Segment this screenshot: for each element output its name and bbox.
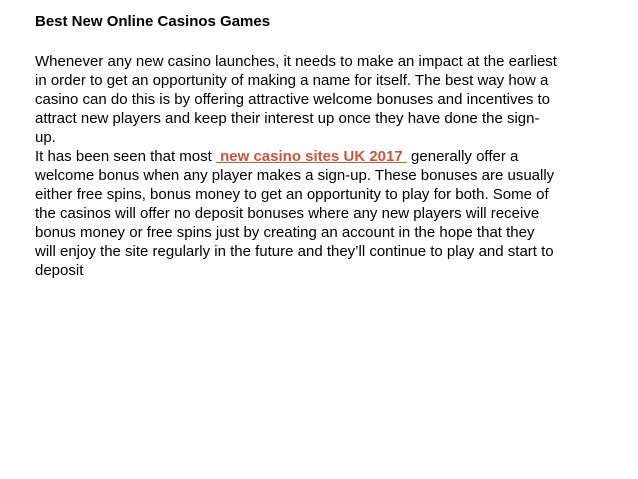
text-line: Whenever any new casino launches, it needs to make an impact at the earliest bbox=[35, 53, 557, 70]
text-line: in order to get an opportunity of making a name for itself. The best way how a bbox=[35, 72, 549, 89]
text-line: deposit bbox=[35, 262, 84, 279]
text-line-with-link bbox=[35, 147, 605, 166]
new-casino-sites-link[interactable]: new casino sites UK 2017 bbox=[215, 148, 407, 165]
text-line: welcome bonus when any player makes a sign-up. These bonuses are usually bbox=[35, 167, 555, 184]
paragraph-body bbox=[35, 147, 605, 280]
paragraph-intro bbox=[35, 52, 605, 147]
document-page bbox=[35, 12, 605, 280]
document-title: Best New Online Casinos Games bbox=[35, 13, 271, 30]
text-line: casino can do this is by offering attractive welcome bonuses and incentives to bbox=[35, 91, 551, 108]
text-line: up. bbox=[35, 129, 56, 146]
text-before-link: It has been seen that most bbox=[35, 148, 216, 165]
text-after-link: generally offer a bbox=[406, 148, 519, 165]
text-line: will enjoy the site regularly in the future and they’ll continue to play and start to bbox=[35, 243, 554, 260]
text-line: the casinos will offer no deposit bonuses where any new players will receive bbox=[35, 205, 540, 222]
text-line: either free spins, bonus money to get an opportunity to play for both. Some of bbox=[35, 186, 549, 203]
text-line: bonus money or free spins just by creating an account in the hope that they bbox=[35, 224, 535, 241]
text-line: attract new players and keep their interest up once they have done the sign- bbox=[35, 110, 540, 127]
